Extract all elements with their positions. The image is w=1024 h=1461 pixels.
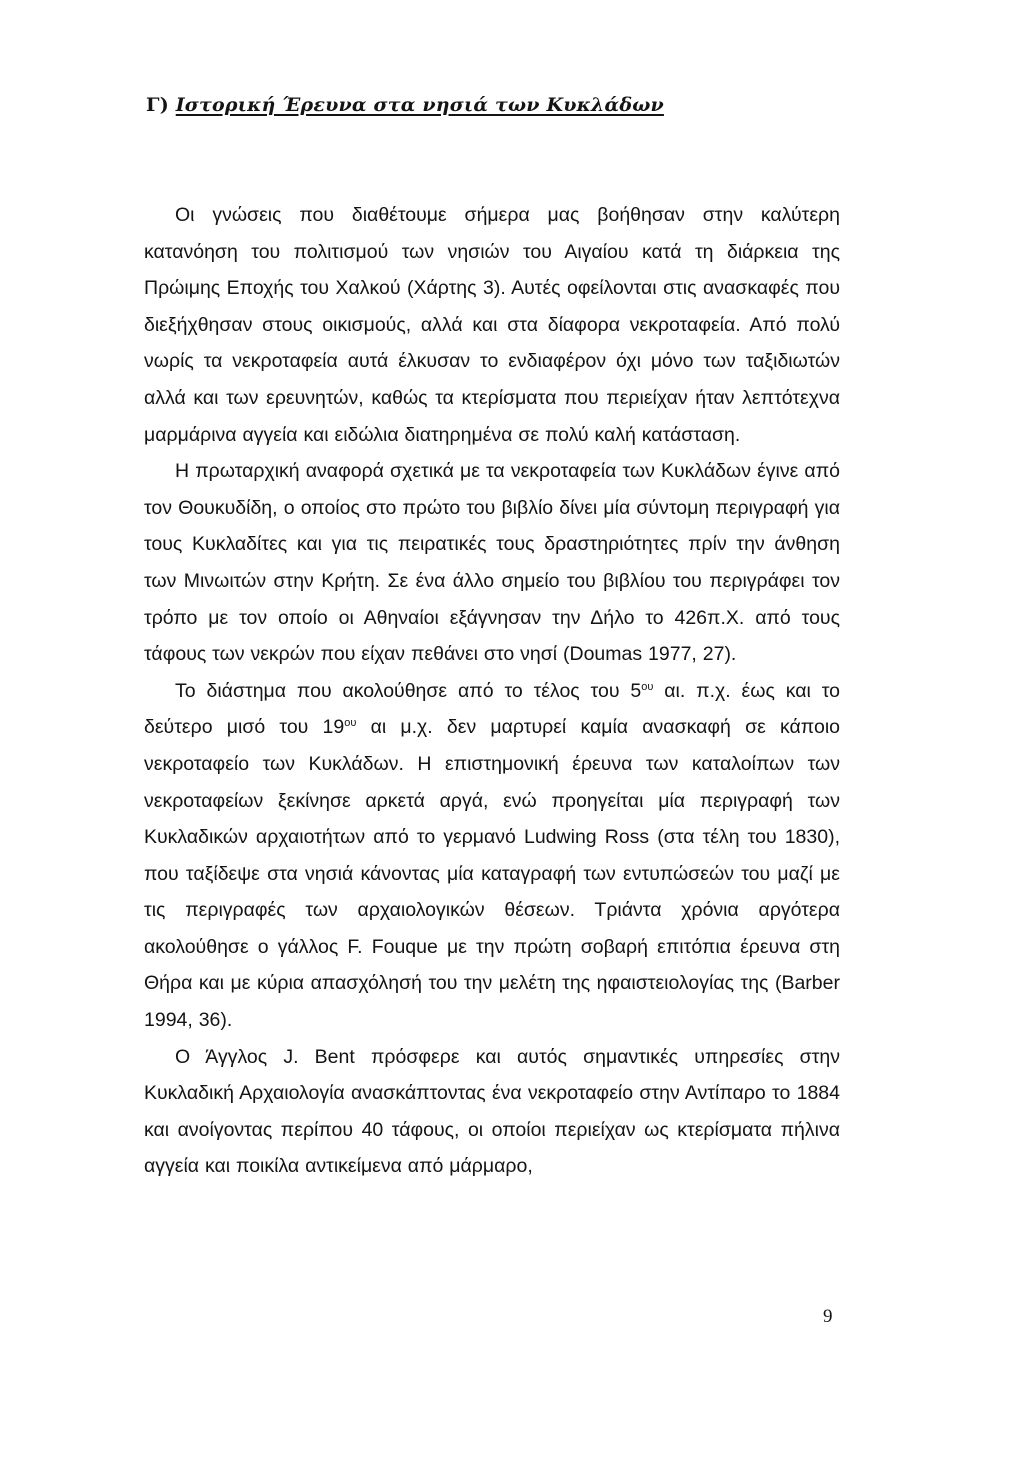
paragraph-2: Η πρωταρχική αναφορά σχετικά με τα νεκροταφεία των Κυκλάδων έγινε από τον Θουκυδίδη, ο οποίος στο πρώτο του βιβλίο δίνει μία σύντομη περιγραφή για τους Κυκλαδίτες και για τις πειρατικές τους δραστηριότητες πρίν την άνθηση των Μινωιτών στην Κρήτη. Σε ένα άλλο σημείο του βιβλίου του περιγράφει τον τρόπο με τον οποίο οι Αθηναίοι εξάγνησαν την Δήλο το 426π.Χ. από τους τάφους των νεκρών που είχαν πεθάνει στο νησί (Doumas 1977, 27).: [144, 460, 840, 666]
paragraph-3: [144, 673, 840, 1039]
ordinal-superscript: ου: [641, 680, 654, 693]
body-text: [144, 197, 840, 1185]
ordinal-superscript: ου: [344, 717, 357, 730]
section-title: Ιστορική Έρευνα στα νησιά των Κυκλάδων: [175, 94, 664, 116]
paragraph-3-part-3: αι μ.χ. δεν μαρτυρεί καμία ανασκαφή σε κάποιο νεκροταφείο των Κυκλάδων. Η επιστημονική έρευνα των καταλοίπων των νεκροταφείων ξεκίνησε αρκετά αργά, ενώ προηγείται μία περιγραφή των Κυκλαδικών αρχαιοτήτων από το γερμανό Ludwing Ross (στα τέλη του 1830), που ταξίδεψε στα νησιά κάνοντας μία καταγραφή των εντυπώσεών του μαζί με τις περιγραφές των αρχαιολογικών θέσεων. Τριάντα χρόνια αργότερα ακολούθησε ο γάλλος F. Fouque με την πρώτη σοβαρή επιτόπια έρευνα στη Θήρα και με κύρια απασχόλησή του την μελέτη της ηφαιστειολογίας της (Barber 1994, 36).: [144, 716, 841, 1032]
paragraph-4: Ο Άγγλος J. Bent πρόσφερε και αυτός σημαντικές υπηρεσίες στην Κυκλαδική Αρχαιολογία ανασκάπτοντας ένα νεκροταφείο στην Αντίπαρο το 1884 και ανοίγοντας περίπου 40 τάφους, οι οποίοι περιείχαν ως κτερίσματα πήλινα αγγεία και ποικίλα αντικείμενα από μάρμαρο,: [144, 1045, 840, 1178]
page-number: 9: [823, 1306, 833, 1327]
section-number: Γ): [146, 94, 169, 116]
paragraph-3-part-2: αι. π.χ. έως και το δεύτερο μισό του 19: [144, 679, 840, 739]
section-heading: [146, 94, 664, 116]
paragraph-3-part-1: Το διάστημα που ακολούθησε από το τέλος του 5: [175, 679, 642, 702]
paragraph-1: Οι γνώσεις που διαθέτουμε σήμερα μας βοήθησαν στην καλύτερη κατανόηση του πολιτισμού των νησιών του Αιγαίου κατά τη διάρκεια της Πρώιμης Εποχής του Χαλκού (Χάρτης 3). Αυτές οφείλονται στις ανασκαφές που διεξήχθησαν στους οικισμούς, αλλά και στα δίαφορα νεκροταφεία. Από πολύ νωρίς τα νεκροταφεία αυτά έλκυσαν το ενδιαφέρον όχι μόνο των ταξιδιωτών αλλά και των ερευνητών, καθώς τα κτερίσματα που περιείχαν ήταν λεπτότεχνα μαρμάρινα αγγεία και ειδώλια διατηρημένα σε πολύ καλή κατάσταση.: [144, 204, 840, 446]
